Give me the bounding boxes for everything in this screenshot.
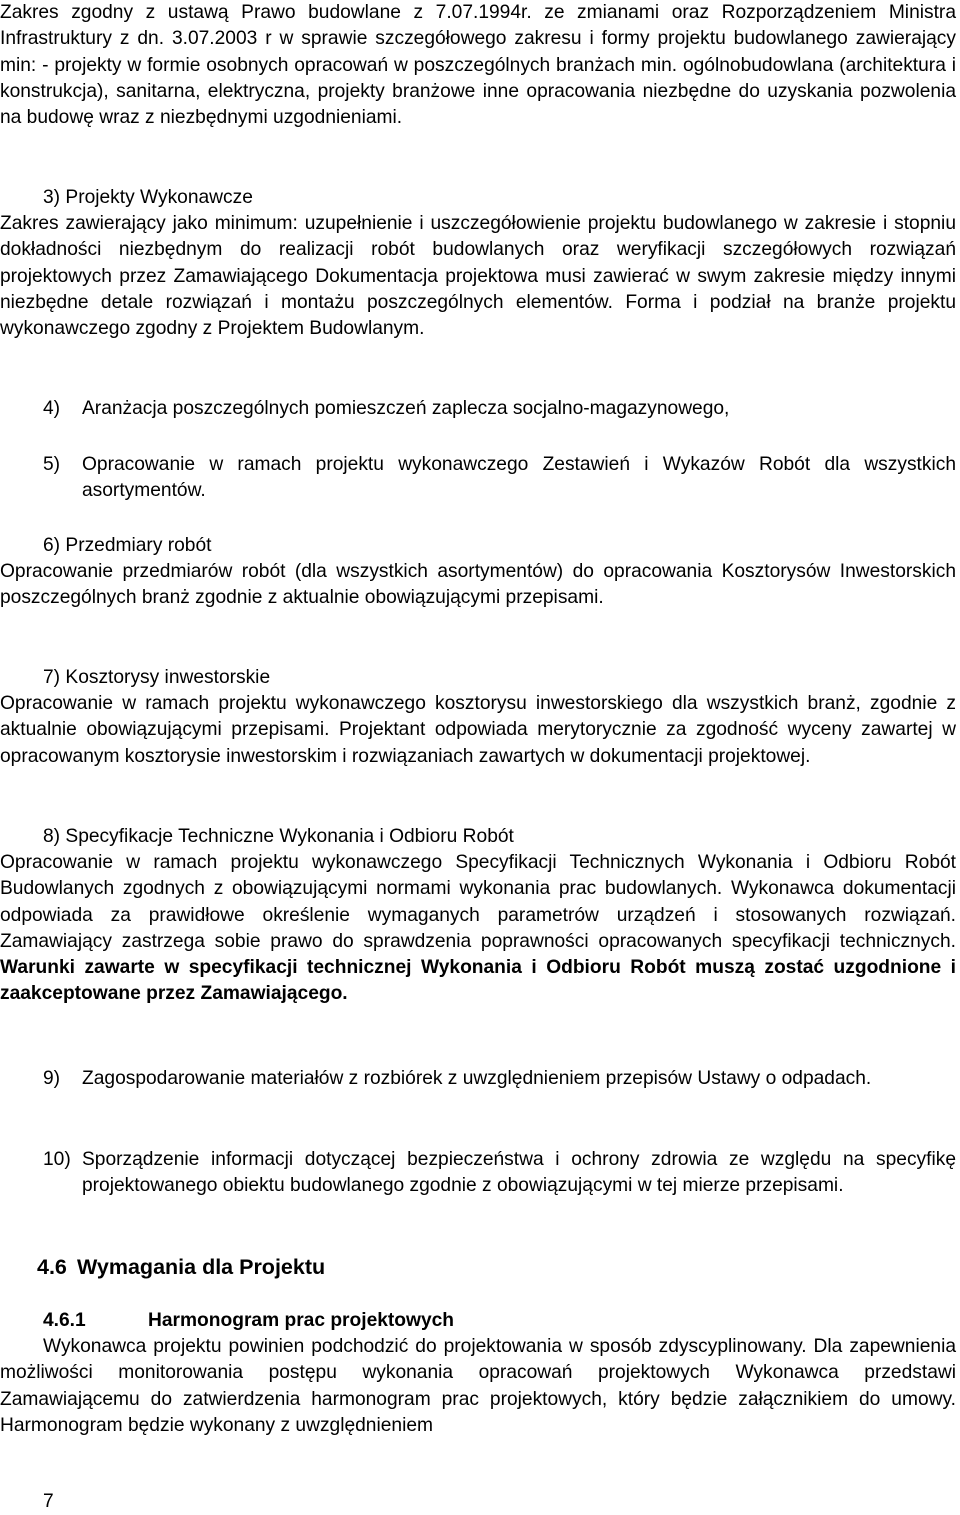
item-5-number: 5) — [43, 454, 61, 475]
item-9 — [43, 1066, 956, 1092]
item-3-body: Zakres zawierający jako minimum: uzupełnienie i uszczegółowienie projektu budowlanego w zakresie i stopniu dokładności niezbędnym do realizacji robót budowlanych oraz weryfikacji szczegółowych rozwiązań projektowych przez Zamawiającego Dokumentacja projektowa musi zawierać w swym zakresie między innymi niezbędne detale rozwiązań i montażu poszczególnych elementów. Forma i podział na branże projektu wykonawczego zgodny z Projektem Budowlanym. — [0, 213, 956, 340]
item-5 — [43, 452, 956, 505]
harmonogram-paragraph: Wykonawca projektu powinien podchodzić do projektowania w sposób zdyscyplinowany. Dla zapewnienia możliwości monitorowania postępu wykonania opracowań projektowych Wykonawca przedstawi Zamawiającemu do zatwierdzenia harmonogram prac projektowych, który będzie załącznikiem do umowy. Harmonogram będzie wykonany z uwzględnieniem — [0, 1336, 956, 1436]
item-8-heading: 8) Specyfikacje Techniczne Wykonania i Odbioru Robót — [43, 826, 514, 847]
section-4-6-number: 4.6 — [37, 1255, 67, 1279]
page-number: 7 — [43, 1491, 54, 1512]
section-4-6-title: Wymagania dla Projektu — [77, 1255, 326, 1279]
item-8-body-bold: Warunki zawarte w specyfikacji technicznej Wykonania i Odbioru Robót muszą zostać uzgodnione i zaakceptowane przez Zamawiającego. — [0, 957, 956, 1005]
section-4-6-heading — [37, 1254, 325, 1280]
item-8-body-text: Opracowanie w ramach projektu wykonawczego Specyfikacji Technicznych Wykonania i Odbioru Robót Budowlanych zgodnych z obowiązującymi normami wykonania prac budowlanych. Wykonawca dokumentacji odpowiada za prawidłowe określenie wymaganych parametrów urządzeń i stosowanych rozwiązań. Zamawiający zastrzega sobie prawo do sprawdzenia poprawności opracowanych specyfikacji technicznych. — [0, 852, 956, 952]
item-4 — [43, 396, 956, 422]
item-8-body — [0, 850, 956, 1008]
item-9-text: Zagospodarowanie materiałów z rozbiórek z uwzględnieniem przepisów Ustawy o odpadach. — [82, 1068, 872, 1089]
item-7-heading: 7) Kosztorysy inwestorskie — [43, 667, 271, 688]
item-10-number: 10) — [43, 1149, 71, 1170]
item-10 — [43, 1147, 956, 1200]
item-3-heading: 3) Projekty Wykonawcze — [43, 187, 253, 208]
section-4-6-1-number: 4.6.1 — [43, 1310, 86, 1331]
item-6-body: Opracowanie przedmiarów robót (dla wszystkich asortymentów) do opracowania Kosztorysów Inwestorskich poszczególnych branż zgodnie z aktualnie obowiązującymi przepisami. — [0, 561, 956, 609]
item-6-heading: 6) Przedmiary robót — [43, 535, 212, 556]
intro-paragraph: Zakres zgodny z ustawą Prawo budowlane z 7.07.1994r. ze zmianami oraz Rozporządzeniem Ministra Infrastruktury z dn. 3.07.2003 r w sprawie szczegółowego zakresu i formy projektu budowlanego zawierający min: - projekty w formie osobnych opracowań w poszczególnych branżach min. ogólnobudowlana (architektura i konstrukcja), sanitarna, elektryczna, projekty branżowe inne opracowania niezbędne do uzyskania pozwolenia na budowę wraz z niezbędnymi uzgodnieniami. — [0, 2, 956, 129]
item-4-text: Aranżacja poszczególnych pomieszczeń zaplecza socjalno-magazynowego, — [82, 398, 730, 419]
item-10-text: Sporządzenie informacji dotyczącej bezpieczeństwa i ochrony zdrowia ze względu na specyfikę projektowanego obiektu budowlanego zgodnie z obowiązującymi w tej mierze przepisami. — [82, 1149, 956, 1197]
section-4-6-1-title: Harmonogram prac projektowych — [148, 1310, 455, 1331]
section-4-6-1-heading — [43, 1308, 454, 1334]
item-7-body: Opracowanie w ramach projektu wykonawczego kosztorysu inwestorskiego dla wszystkich branż, zgodnie z aktualnie obowiązującymi przepisami. Projektant odpowiada merytorycznie za zgodność wyceny zawartej w opracowanym kosztorysie inwestorskim i rozwiązaniach zawartych w dokumentacji projektowej. — [0, 693, 956, 767]
item-4-number: 4) — [43, 398, 61, 419]
item-5-text: Opracowanie w ramach projektu wykonawczego Zestawień i Wykazów Robót dla wszystkich asortymentów. — [82, 454, 956, 502]
item-9-number: 9) — [43, 1068, 61, 1089]
